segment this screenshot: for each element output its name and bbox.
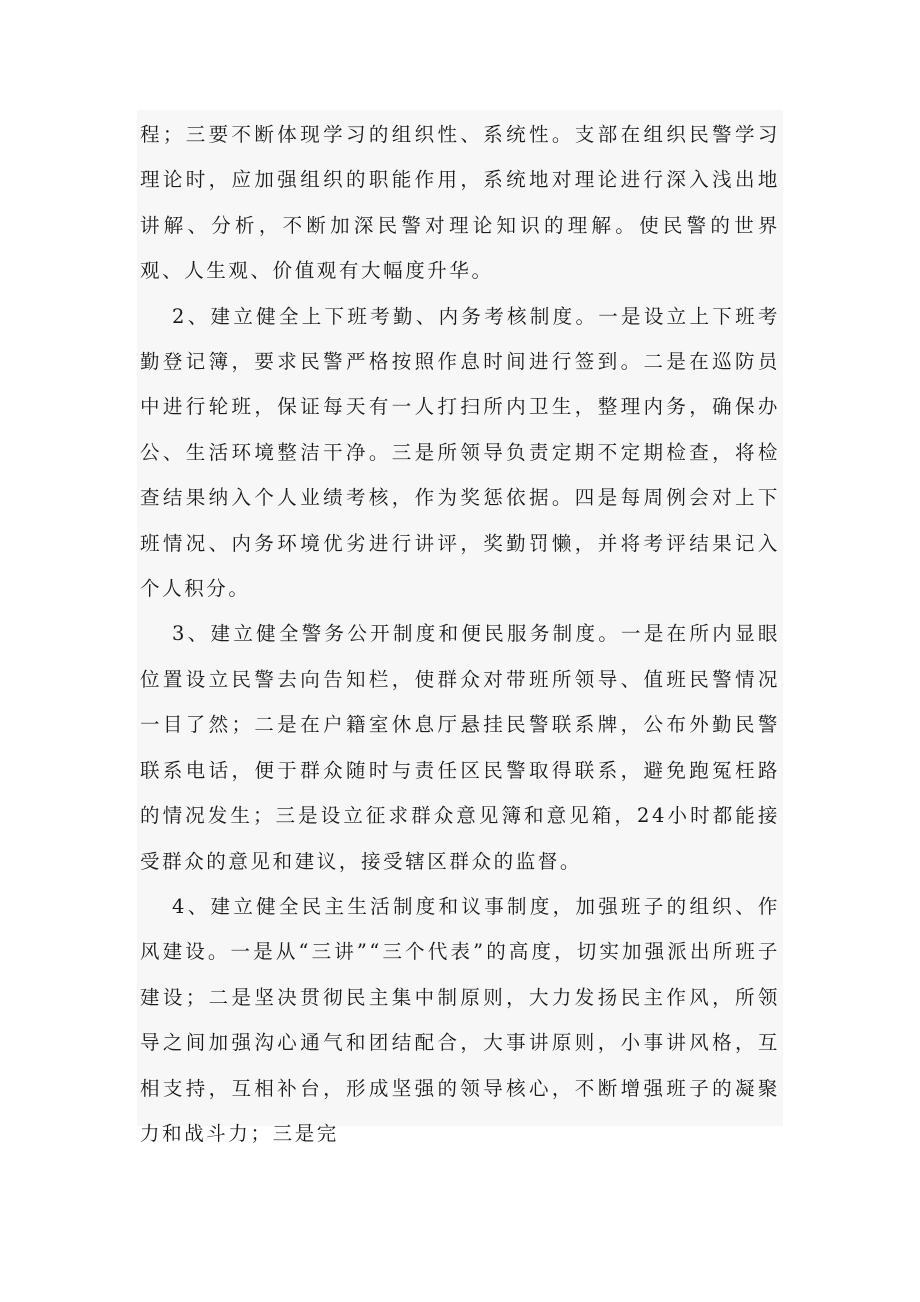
document-body: [140, 112, 780, 1156]
paragraph-democratic-life-system: 4、建立健全民主生活制度和议事制度，加强班子的组织、作风建设。一是从“三讲”“三个代表”的高度，切实加强派出所班子建设；二是坚决贯彻民主集中制原则，大力发扬民主作风，所领导之间加强沟心通气和团结配合，大事讲原则，小事讲风格，互相支持，互相补台，形成坚强的领导核心，不断增强班子的凝聚力和战斗力；三是完: [140, 894, 780, 1145]
paragraph-continuation: 程；三要不断体现学习的组织性、系统性。支部在组织民警学习理论时，应加强组织的职能作用，系统地对理论进行深入浅出地讲解、分析，不断加深民警对理论知识的理解。使民警的世界观、人生观、价值观有大幅度升华。: [140, 123, 780, 283]
paragraph-public-service-system: 3、建立健全警务公开制度和便民服务制度。一是在所内显眼位置设立民警去向告知栏，使群众对带班所领导、值班民警情况一目了然；二是在户籍室休息厅悬挂民警联系牌，公布外勤民警联系电话，便于群众随时与责任区民警取得联系，避免跑冤枉路的情况发生；三是设立征求群众意见簿和意见箱，24小时都能接受群众的意见和建议，接受辖区群众的监督。: [140, 622, 780, 873]
paragraph-attendance-system: 2、建立健全上下班考勤、内务考核制度。一是设立上下班考勤登记簿，要求民警严格按照作息时间进行签到。二是在巡防员中进行轮班，保证每天有一人打扫所内卫生，整理内务，确保办公、生活环境整洁干净。三是所领导负责定期不定期检查，将检查结果纳入个人业绩考核，作为奖惩依据。四是每周例会对上下班情况、内务环境优劣进行讲评，奖勤罚懒，并将考评结果记入个人积分。: [140, 304, 780, 601]
